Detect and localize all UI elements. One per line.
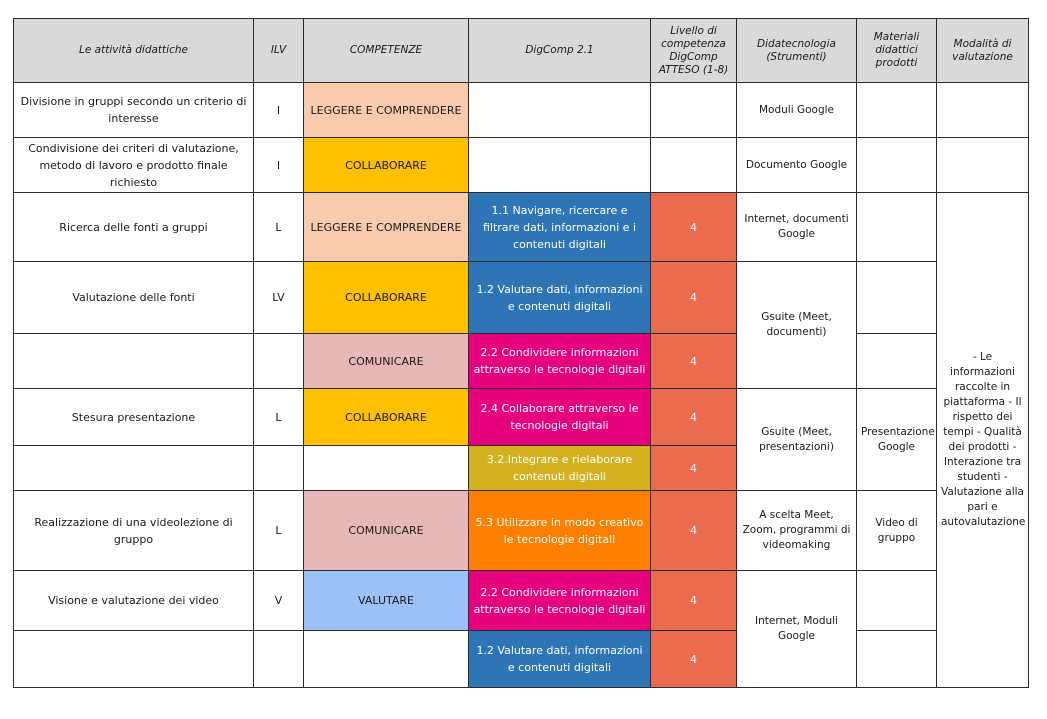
- cell-digcomp: 2.4 Collaborare attraverso le tecnologie digitali: [469, 389, 651, 446]
- table-row: [14, 262, 1029, 334]
- cell-competenza: COLLABORARE: [304, 138, 469, 193]
- header-modalita: Modalità di valutazione: [937, 19, 1029, 83]
- cell-livello: [651, 138, 737, 193]
- cell-ilv: L: [254, 491, 304, 571]
- cell-competenza: COLLABORARE: [304, 389, 469, 446]
- cell-ilv: L: [254, 193, 304, 262]
- cell-digcomp: 1.2 Valutare dati, informazioni e contenuti digitali: [469, 631, 651, 688]
- table-row: [14, 571, 1029, 631]
- cell-ilv: I: [254, 83, 304, 138]
- lesson-plan-table: [13, 18, 1029, 688]
- cell-materiali: [857, 83, 937, 138]
- cell-digcomp: [469, 83, 651, 138]
- cell-digcomp: [469, 138, 651, 193]
- cell-modalita: [937, 138, 1029, 193]
- cell-materiali: [857, 571, 937, 631]
- cell-competenza: LEGGERE E COMPRENDERE: [304, 83, 469, 138]
- cell-digcomp: 2.2 Condividere informazioni attraverso le tecnologie digitali: [469, 334, 651, 389]
- cell-livello: [651, 83, 737, 138]
- cell-attivita: Divisione in gruppi secondo un criterio di interesse: [14, 83, 254, 138]
- cell-livello: 4: [651, 334, 737, 389]
- header-competenze: COMPETENZE: [304, 19, 469, 83]
- cell-ilv: [254, 334, 304, 389]
- cell-digcomp: 1.2 Valutare dati, informazioni e contenuti digitali: [469, 262, 651, 334]
- cell-ilv: L: [254, 389, 304, 446]
- cell-livello: 4: [651, 193, 737, 262]
- cell-ilv: LV: [254, 262, 304, 334]
- header-ilv: ILV: [254, 19, 304, 83]
- cell-attivita: Stesura presentazione: [14, 389, 254, 446]
- cell-attivita: Ricerca delle fonti a gruppi: [14, 193, 254, 262]
- cell-strumenti: Gsuite (Meet, documenti): [737, 262, 857, 389]
- cell-competenza: COLLABORARE: [304, 262, 469, 334]
- cell-digcomp: 2.2 Condividere informazioni attraverso le tecnologie digitali: [469, 571, 651, 631]
- cell-materiali: [857, 138, 937, 193]
- cell-livello: 4: [651, 491, 737, 571]
- cell-attivita: [14, 446, 254, 491]
- cell-modalita-valutazione: - Le informazioni raccolte in piattaforma - Il rispetto dei tempi - Qualità dei prodotti - Interazione tra studenti - Valutazione alla pari e autovalutazione: [937, 193, 1029, 688]
- header-materiali: Materiali didattici prodotti: [857, 19, 937, 83]
- cell-digcomp: 5.3 Utilizzare in modo creativo le tecnologie digitali: [469, 491, 651, 571]
- cell-modalita: [937, 83, 1029, 138]
- cell-livello: 4: [651, 262, 737, 334]
- cell-attivita: Visione e valutazione dei video: [14, 571, 254, 631]
- cell-livello: 4: [651, 446, 737, 491]
- cell-ilv: [254, 446, 304, 491]
- cell-materiali: Video di gruppo: [857, 491, 937, 571]
- cell-attivita: Valutazione delle fonti: [14, 262, 254, 334]
- header-livello: Livello di competenza DigComp ATTESO (1-8): [651, 19, 737, 83]
- cell-materiali: [857, 631, 937, 688]
- cell-competenza: [304, 446, 469, 491]
- cell-attivita: [14, 334, 254, 389]
- cell-strumenti: A scelta Meet, Zoom, programmi di videomaking: [737, 491, 857, 571]
- cell-livello: 4: [651, 631, 737, 688]
- table-row: [14, 389, 1029, 446]
- cell-livello: 4: [651, 571, 737, 631]
- table-row: [14, 83, 1029, 138]
- cell-livello: 4: [651, 389, 737, 446]
- cell-digcomp: 1.1 Navigare, ricercare e filtrare dati, informazioni e i contenuti digitali: [469, 193, 651, 262]
- table-row: [14, 138, 1029, 193]
- cell-competenza: LEGGERE E COMPRENDERE: [304, 193, 469, 262]
- cell-ilv: V: [254, 571, 304, 631]
- cell-ilv: [254, 631, 304, 688]
- cell-competenza: VALUTARE: [304, 571, 469, 631]
- cell-strumenti: Moduli Google: [737, 83, 857, 138]
- cell-materiali: Presentazione Google: [857, 389, 937, 491]
- header-digcomp: DigComp 2.1: [469, 19, 651, 83]
- header-didatecnologia: Didatecnologia (Strumenti): [737, 19, 857, 83]
- cell-competenza: [304, 631, 469, 688]
- cell-attivita: Condivisione dei criteri di valutazione, metodo di lavoro e prodotto finale richiesto: [14, 138, 254, 193]
- cell-materiali: [857, 262, 937, 334]
- header-attivita: Le attività didattiche: [14, 19, 254, 83]
- cell-competenza: COMUNICARE: [304, 491, 469, 571]
- cell-materiali: [857, 334, 937, 389]
- cell-strumenti: Internet, documenti Google: [737, 193, 857, 262]
- cell-ilv: I: [254, 138, 304, 193]
- cell-attivita: Realizzazione di una videolezione di gruppo: [14, 491, 254, 571]
- cell-attivita: [14, 631, 254, 688]
- table-row: [14, 334, 1029, 389]
- cell-strumenti: Documento Google: [737, 138, 857, 193]
- table-row: [14, 631, 1029, 688]
- cell-strumenti: Internet, Moduli Google: [737, 571, 857, 688]
- table-row: [14, 193, 1029, 262]
- header-row: [14, 19, 1029, 83]
- cell-digcomp: 3.2.Integrare e rielaborare contenuti digitali: [469, 446, 651, 491]
- table-row: [14, 491, 1029, 571]
- cell-materiali: [857, 193, 937, 262]
- cell-strumenti: Gsuite (Meet, presentazioni): [737, 389, 857, 491]
- cell-competenza: COMUNICARE: [304, 334, 469, 389]
